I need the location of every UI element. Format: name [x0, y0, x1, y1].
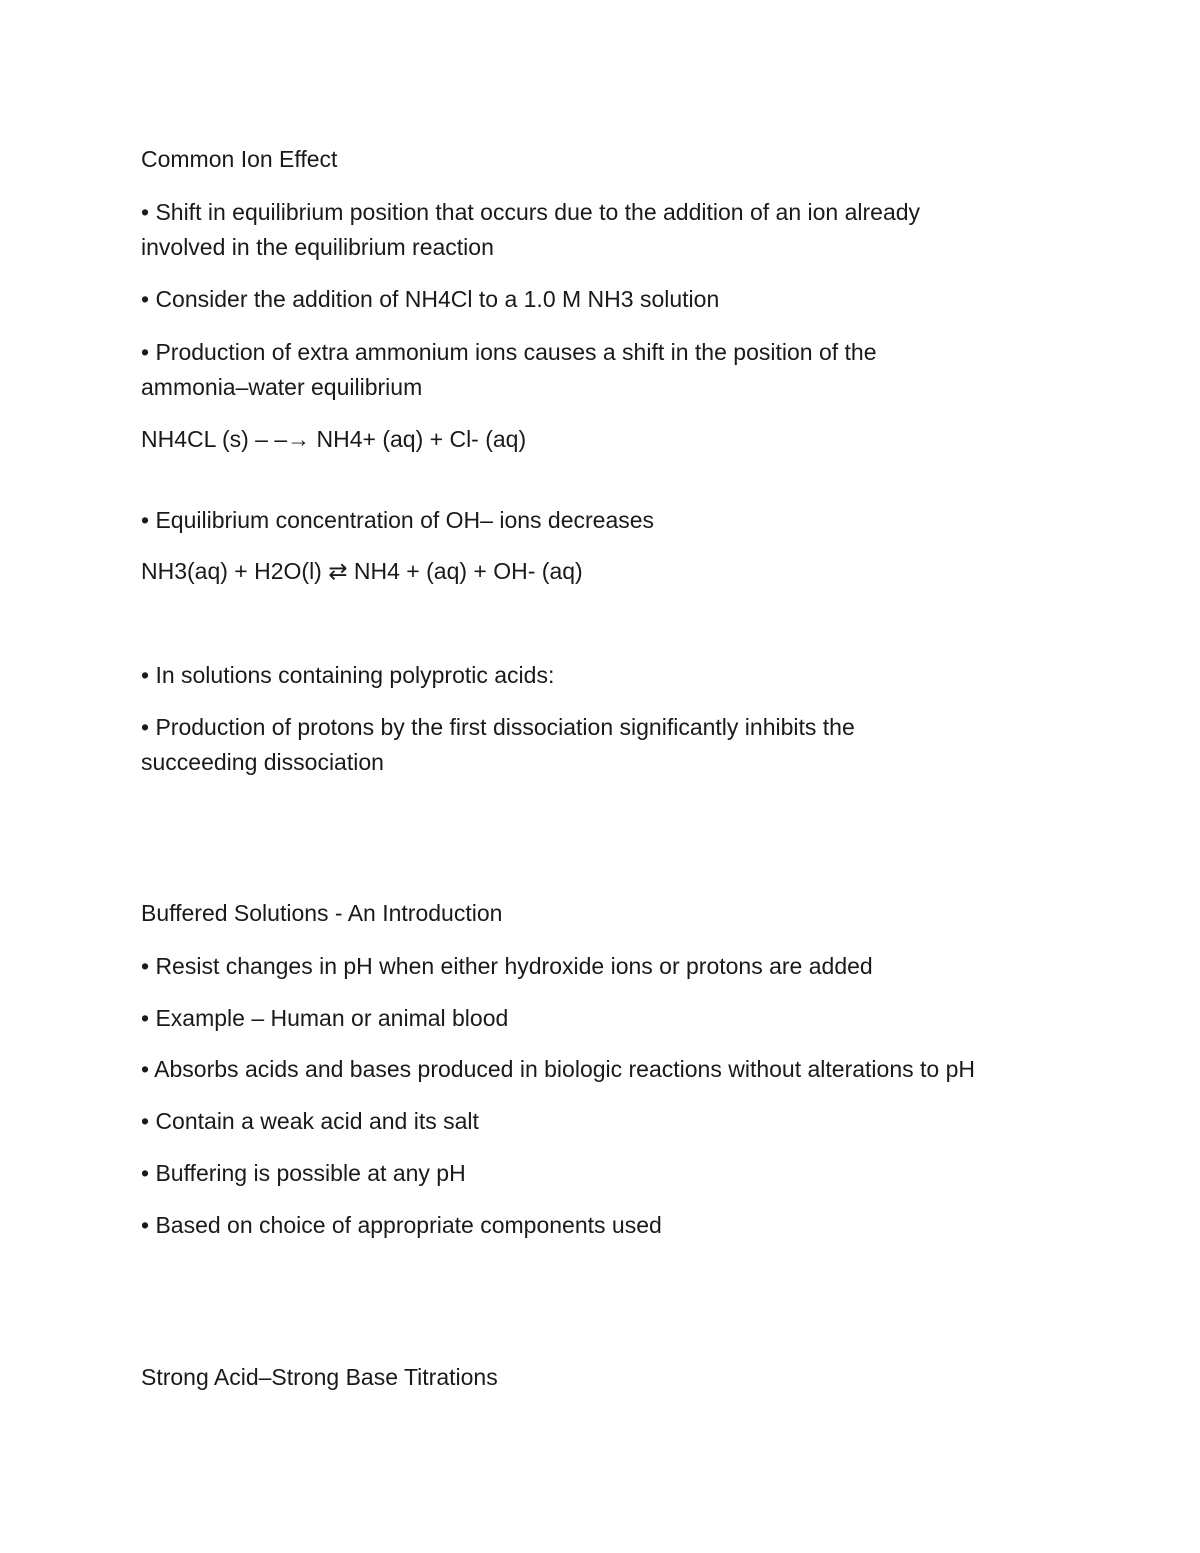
section-heading-buffered-solutions: Buffered Solutions - An Introduction	[141, 900, 503, 926]
bullet-line: • Equilibrium concentration of OH– ions decreases	[141, 507, 655, 533]
section-heading-common-ion-effect: Common Ion Effect	[141, 146, 338, 172]
bullet-line: • Absorbs acids and bases produced in biologic reactions without alterations to pH	[141, 1056, 975, 1082]
bullet-line: • In solutions containing polyprotic acids:	[141, 662, 555, 688]
equation-equilibrium: NH3(aq) + H2O(l) ⇄ NH4 + (aq) + OH- (aq)	[141, 558, 583, 584]
bullet-line: • Example – Human or animal blood	[141, 1005, 509, 1031]
bullet-line: • Shift in equilibrium position that occurs due to the addition of an ion already	[141, 199, 921, 225]
bullet-continuation: succeeding dissociation	[141, 749, 384, 775]
bullet-line: • Production of extra ammonium ions causes a shift in the position of the	[141, 339, 877, 365]
bullet-line: • Buffering is possible at any pH	[141, 1160, 466, 1186]
bullet-continuation: ammonia–water equilibrium	[141, 374, 423, 400]
bullet-line: • Production of protons by the first dissociation significantly inhibits the	[141, 714, 855, 740]
bullet-line: • Consider the addition of NH4Cl to a 1.0 M NH3 solution	[141, 286, 720, 312]
bullet-continuation: involved in the equilibrium reaction	[141, 234, 494, 260]
equation-dissociation: NH4CL (s) – –→ NH4+ (aq) + Cl- (aq)	[141, 426, 527, 452]
bullet-line: • Resist changes in pH when either hydroxide ions or protons are added	[141, 953, 873, 979]
bullet-line: • Contain a weak acid and its salt	[141, 1108, 479, 1134]
section-heading-titrations: Strong Acid–Strong Base Titrations	[141, 1364, 498, 1390]
bullet-line: • Based on choice of appropriate components used	[141, 1212, 662, 1238]
